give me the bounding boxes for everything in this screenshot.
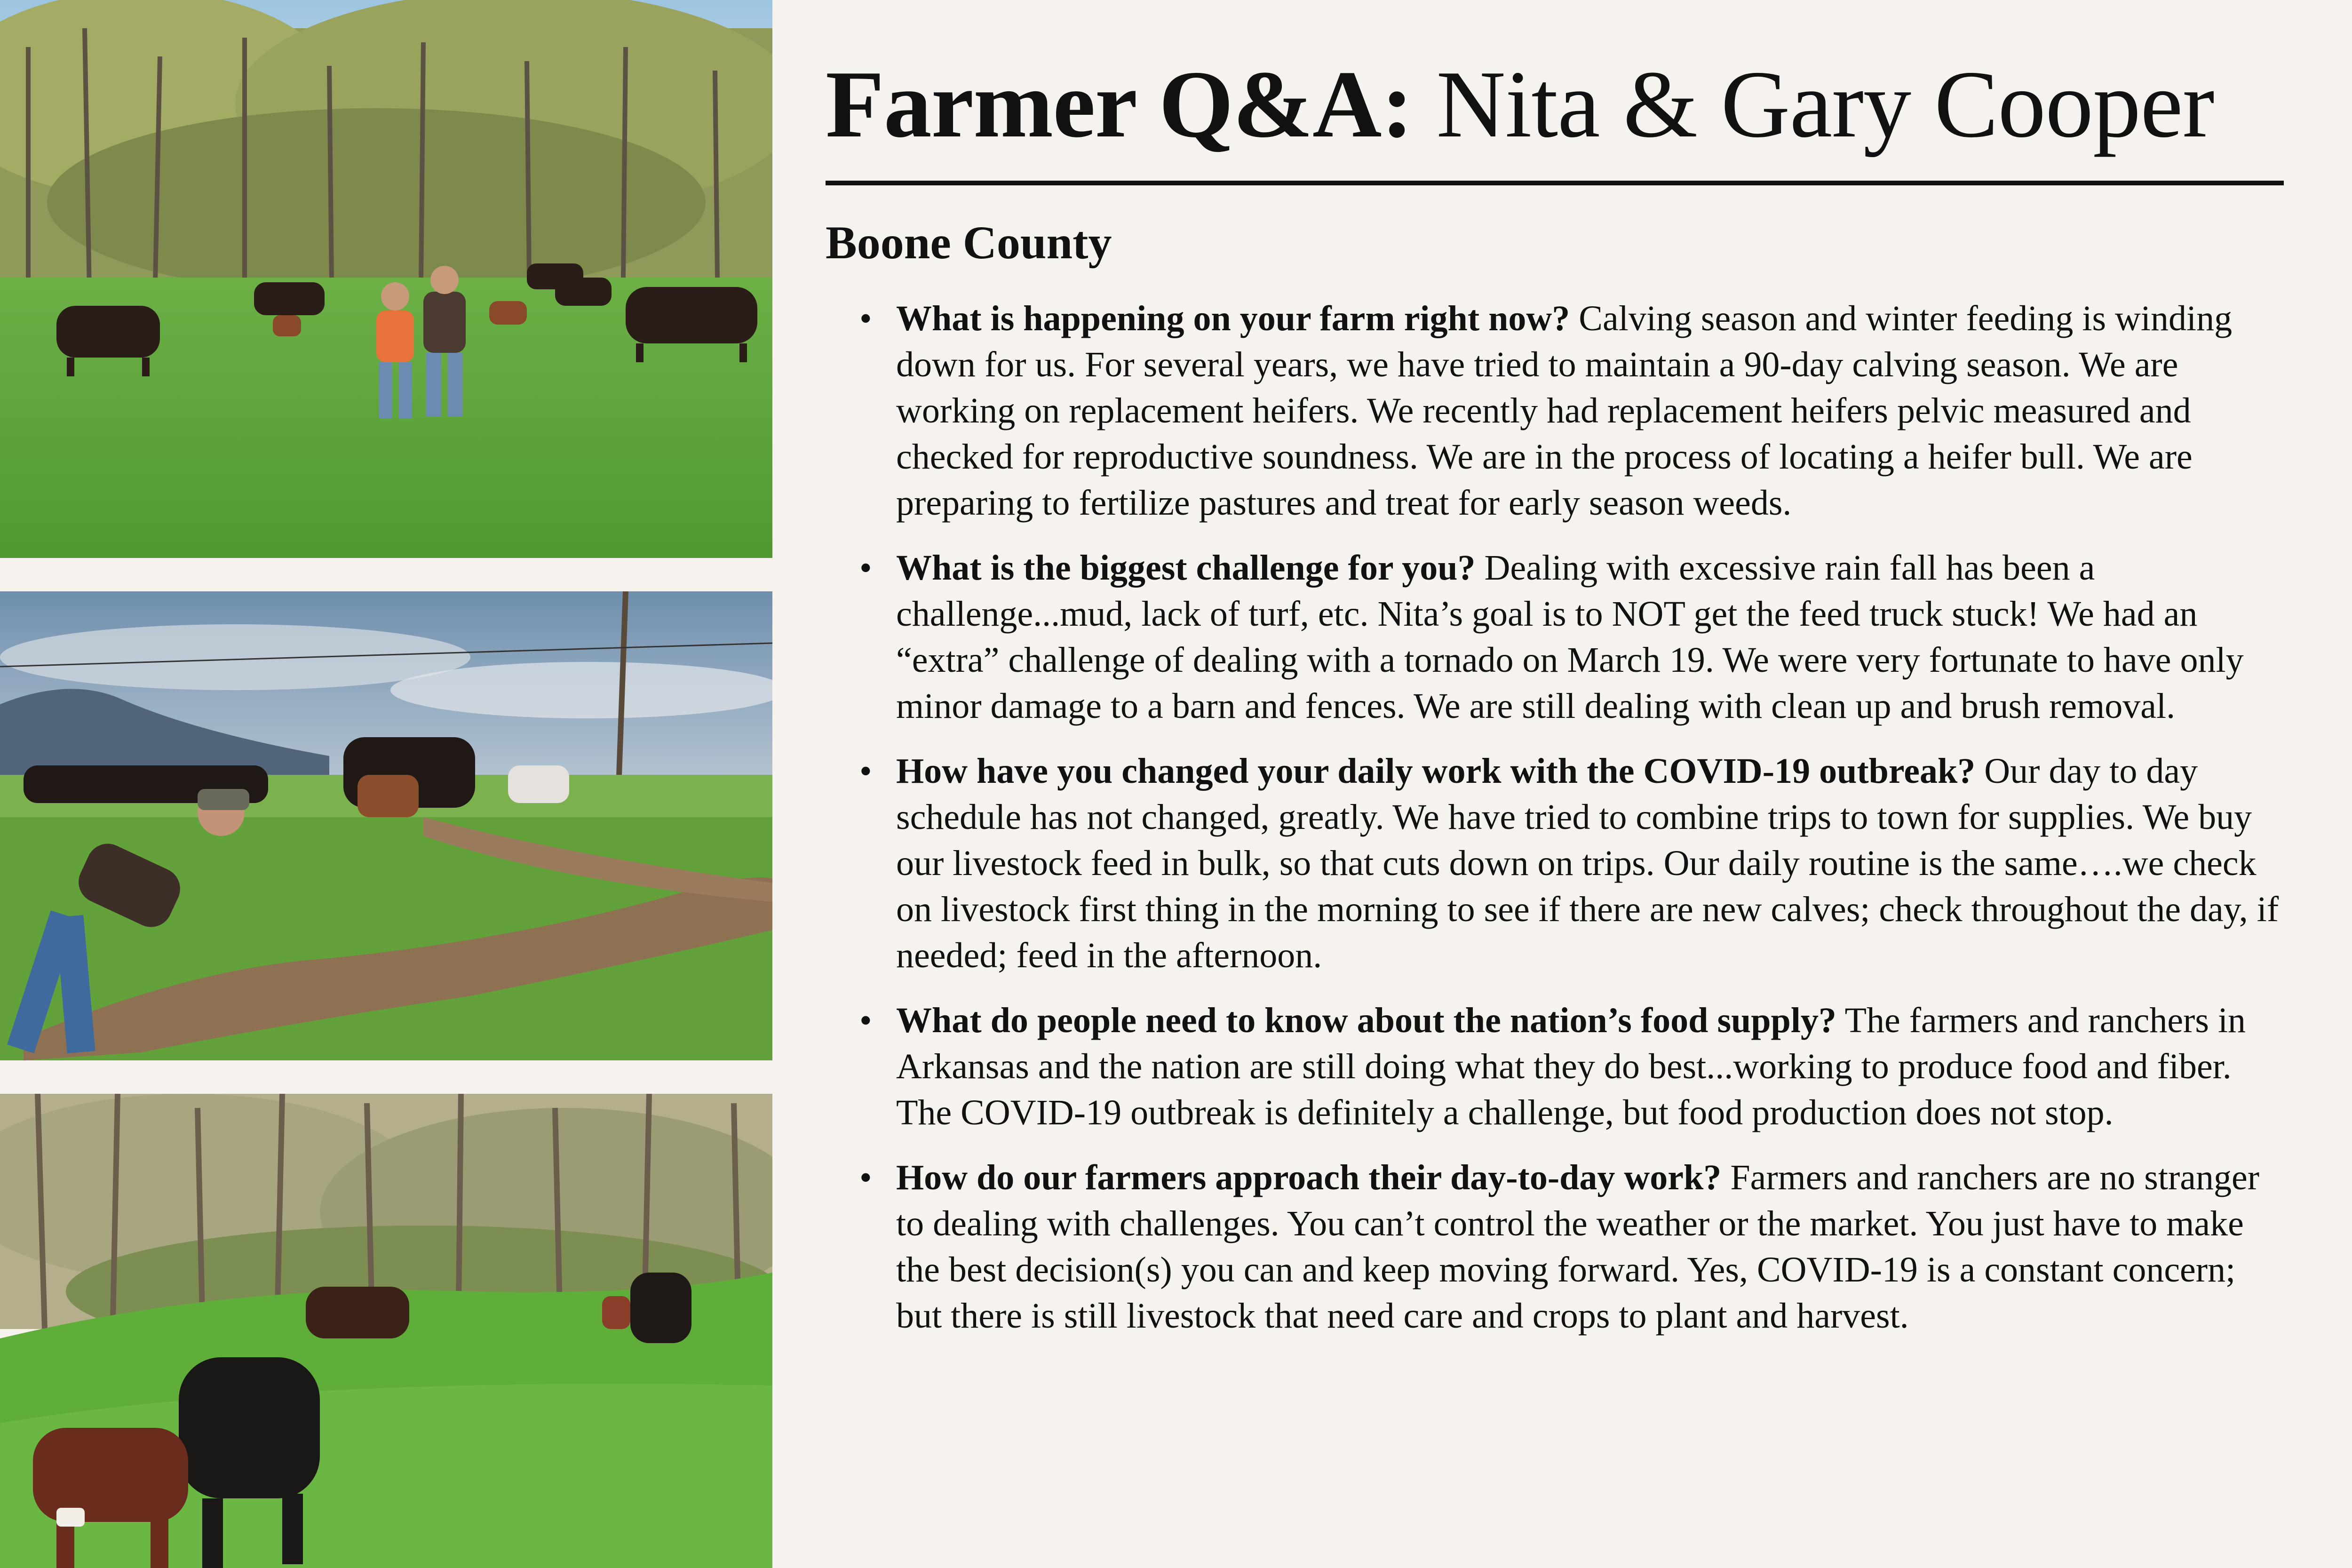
question: What do people need to know about the nation’s food supply? [896,1001,1836,1041]
photo-couple-in-pasture [0,0,772,558]
bullet-icon: • [859,299,872,339]
answer: Calving season and winter feeding is winding down for us. For several years, we have tried to maintain a 90-day calving season. We are working on replacement heifers. We recently had replacement heifers pelvic measured and checked for reproductive soundness. We are in the process of locating a heifer bull. We are preparing to fertilize pastures and treat for early season weeds. [896,299,2233,523]
qa-item [826,997,2284,1136]
question: What is happening on your farm right now? [896,299,1570,339]
title-prefix: Farmer Q&A: [826,51,1413,158]
answer: Dealing with excessive rain fall has been a challenge...mud, lack of turf, etc. Nita’s goal is to NOT get the feed truck stuck! We had an “extra” challenge of dealing with a tornado on March 19. We were very fortunate to have only minor damage to a barn and fences. We are still dealing with clean up and brush removal. [896,548,2244,726]
qa-item [826,1154,2284,1339]
qa-item [826,748,2284,979]
title-rule [826,181,2284,185]
photo-couple-illustration [0,0,772,558]
title-names: Nita & Gary Cooper [1436,51,2214,158]
photo-cattle-grazing [0,1094,772,1568]
question: How have you changed your daily work with the COVID-19 outbreak? [896,751,1976,791]
photo-grazing-illustration [0,1094,772,1568]
county-heading: Boone County [826,216,1112,269]
qa-item [826,545,2284,729]
photo-column [0,0,772,1568]
article-title [826,52,2284,157]
qa-list [826,295,2284,1339]
question: How do our farmers approach their day-to-day work? [896,1158,1722,1198]
article-content [826,52,2284,1358]
photo-hay-illustration [0,591,772,1060]
answer: Farmers and ranchers are no stranger to dealing with challenges. You can’t control the weather or the market. You just have to make the best decision(s) you can and keep moving forward. Yes, COVID-19 is a constant concern; but there is still livestock that need care and crops to plant and harvest. [896,1158,2260,1336]
bullet-icon: • [859,1158,872,1198]
question: What is the biggest challenge for you? [896,548,1476,588]
answer: The farmers and ranchers in Arkansas and the nation are still doing what they do best...working to produce food and fiber. The COVID-19 outbreak is definitely a challenge, but food production does not stop. [896,1001,2246,1133]
bullet-icon: • [859,548,872,588]
qa-item [826,295,2284,526]
answer: Our day to day schedule has not changed, greatly. We have tried to combine trips to town for supplies. We buy our livestock feed in bulk, so that cuts down on trips. Our daily routine is the same….we check on livestock first thing in the morning to see if there are new calves; check throughout the day, if needed; feed in the afternoon. [896,751,2279,976]
photo-man-spreading-hay [0,591,772,1060]
bullet-icon: • [859,751,872,791]
bullet-icon: • [859,1001,872,1041]
